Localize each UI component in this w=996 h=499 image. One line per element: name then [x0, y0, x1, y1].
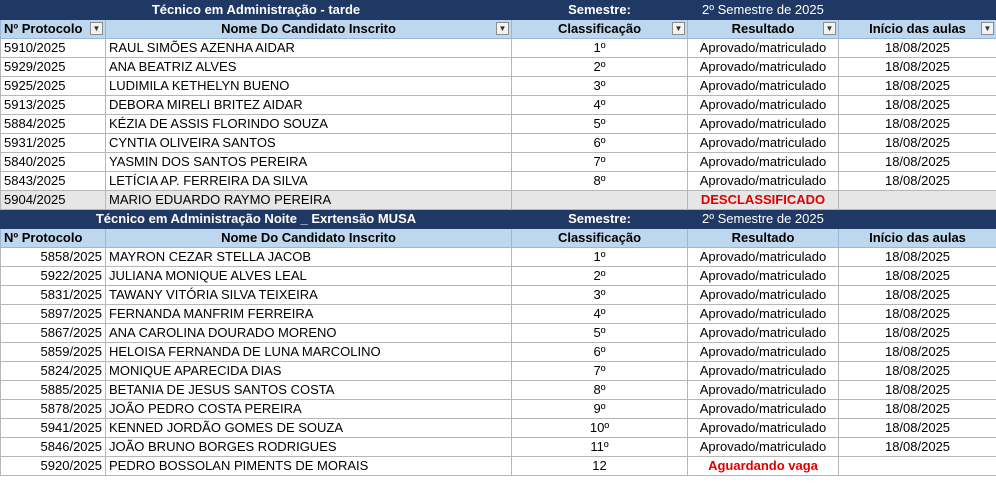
header-label: Início das aulas	[869, 21, 966, 36]
header-protocolo[interactable]: Nº Protocolo	[1, 229, 106, 248]
cell-inicio[interactable]: 18/08/2025	[839, 438, 996, 457]
cell-protocolo[interactable]: 5884/2025	[1, 115, 106, 134]
table-row	[1, 134, 996, 153]
cell-nome[interactable]: JULIANA MONIQUE ALVES LEAL	[106, 267, 512, 286]
section2-title-row	[1, 210, 996, 229]
table-row	[1, 362, 996, 381]
cell-classificacao[interactable]: 1º	[512, 248, 688, 267]
cell-classificacao[interactable]: 3º	[512, 77, 688, 96]
table-row	[1, 267, 996, 286]
cell-nome[interactable]: CYNTIA OLIVEIRA SANTOS	[106, 134, 512, 153]
cell-nome[interactable]: YASMIN DOS SANTOS PEREIRA	[106, 153, 512, 172]
table-row	[1, 39, 996, 58]
cell-classificacao[interactable]: 8º	[512, 381, 688, 400]
cell-nome[interactable]: LETÍCIA AP. FERREIRA DA SILVA	[106, 172, 512, 191]
section1-semester-value[interactable]: 2º Semestre de 2025	[688, 1, 996, 20]
cell-resultado[interactable]: Aguardando vaga	[688, 457, 839, 476]
cell-resultado[interactable]: Aprovado/matriculado	[688, 267, 839, 286]
section1-header-row	[1, 20, 996, 39]
table-row	[1, 400, 996, 419]
section1-semester-label[interactable]: Semestre:	[512, 1, 688, 20]
cell-inicio[interactable]: 18/08/2025	[839, 248, 996, 267]
cell-resultado[interactable]: Aprovado/matriculado	[688, 419, 839, 438]
cell-nome[interactable]: MARIO EDUARDO RAYMO PEREIRA	[106, 191, 512, 210]
cell-nome[interactable]: JOÃO BRUNO BORGES RODRIGUES	[106, 438, 512, 457]
cell-classificacao[interactable]: 7º	[512, 362, 688, 381]
cell-inicio[interactable]: 18/08/2025	[839, 362, 996, 381]
cell-resultado[interactable]: Aprovado/matriculado	[688, 400, 839, 419]
cell-protocolo[interactable]: 5941/2025	[1, 419, 106, 438]
cell-protocolo[interactable]: 5846/2025	[1, 438, 106, 457]
cell-inicio[interactable]: 18/08/2025	[839, 115, 996, 134]
cell-protocolo[interactable]: 5922/2025	[1, 267, 106, 286]
cell-nome[interactable]: KENNED JORDÃO GOMES DE SOUZA	[106, 419, 512, 438]
section1-disqualified-row	[1, 191, 996, 210]
header-inicio[interactable]: Início das aulas	[839, 229, 996, 248]
cell-resultado[interactable]: Aprovado/matriculado	[688, 115, 839, 134]
cell-classificacao[interactable]: 5º	[512, 115, 688, 134]
cell-classificacao[interactable]	[512, 191, 688, 210]
cell-classificacao[interactable]: 6º	[512, 134, 688, 153]
table-body	[1, 1, 996, 476]
cell-protocolo[interactable]: 5858/2025	[1, 248, 106, 267]
filter-dropdown-icon[interactable]: ▼	[672, 22, 685, 35]
cell-protocolo[interactable]: 5840/2025	[1, 153, 106, 172]
table-row	[1, 77, 996, 96]
cell-nome[interactable]: TAWANY VITÓRIA SILVA TEIXEIRA	[106, 286, 512, 305]
cell-resultado[interactable]: Aprovado/matriculado	[688, 172, 839, 191]
cell-classificacao[interactable]: 2º	[512, 58, 688, 77]
cell-resultado[interactable]: Aprovado/matriculado	[688, 381, 839, 400]
section1-title-row	[1, 1, 996, 20]
cell-nome[interactable]: KÉZIA DE ASSIS FLORINDO SOUZA	[106, 115, 512, 134]
cell-resultado[interactable]: Aprovado/matriculado	[688, 134, 839, 153]
cell-inicio[interactable]: 18/08/2025	[839, 324, 996, 343]
cell-classificacao[interactable]: 4º	[512, 96, 688, 115]
header-nome[interactable]: Nome Do Candidato Inscrito	[106, 229, 512, 248]
cell-resultado[interactable]: Aprovado/matriculado	[688, 248, 839, 267]
cell-resultado[interactable]: Aprovado/matriculado	[688, 343, 839, 362]
table-row	[1, 305, 996, 324]
filter-dropdown-icon[interactable]: ▼	[496, 22, 509, 35]
cell-inicio[interactable]: 18/08/2025	[839, 134, 996, 153]
table-row	[1, 96, 996, 115]
cell-protocolo[interactable]: 5931/2025	[1, 134, 106, 153]
cell-protocolo[interactable]: 5910/2025	[1, 39, 106, 58]
cell-inicio[interactable]: 18/08/2025	[839, 96, 996, 115]
cell-inicio[interactable]	[839, 191, 996, 210]
cell-nome[interactable]: HELOISA FERNANDA DE LUNA MARCOLINO	[106, 343, 512, 362]
header-inicio[interactable]	[839, 20, 996, 39]
cell-resultado[interactable]: Aprovado/matriculado	[688, 96, 839, 115]
cell-protocolo[interactable]: 5913/2025	[1, 96, 106, 115]
cell-inicio[interactable]: 18/08/2025	[839, 58, 996, 77]
filter-dropdown-icon[interactable]: ▼	[981, 22, 994, 35]
filter-dropdown-icon[interactable]: ▼	[823, 22, 836, 35]
section2-title[interactable]: Técnico em Administração Noite _ Exrtensão MUSA	[1, 210, 512, 229]
cell-resultado[interactable]: Aprovado/matriculado	[688, 362, 839, 381]
cell-nome[interactable]: JOÃO PEDRO COSTA PEREIRA	[106, 400, 512, 419]
cell-protocolo[interactable]: 5904/2025	[1, 191, 106, 210]
cell-protocolo[interactable]: 5824/2025	[1, 362, 106, 381]
table-row	[1, 419, 996, 438]
cell-nome[interactable]: PEDRO BOSSOLAN PIMENTS DE MORAIS	[106, 457, 512, 476]
cell-resultado[interactable]: Aprovado/matriculado	[688, 58, 839, 77]
section2-header-row	[1, 229, 996, 248]
header-nome[interactable]	[106, 20, 512, 39]
table-row	[1, 286, 996, 305]
cell-inicio[interactable]: 18/08/2025	[839, 286, 996, 305]
cell-classificacao[interactable]: 7º	[512, 153, 688, 172]
cell-nome[interactable]: MAYRON CEZAR STELLA JACOB	[106, 248, 512, 267]
cell-nome[interactable]: FERNANDA MANFRIM FERREIRA	[106, 305, 512, 324]
cell-resultado[interactable]: Aprovado/matriculado	[688, 286, 839, 305]
table-row	[1, 381, 996, 400]
header-label: Nº Protocolo	[4, 21, 83, 36]
table-row	[1, 58, 996, 77]
header-classificacao[interactable]	[512, 20, 688, 39]
cell-nome[interactable]: ANA BEATRIZ ALVES	[106, 58, 512, 77]
cell-inicio[interactable]: 18/08/2025	[839, 400, 996, 419]
cell-resultado[interactable]: Aprovado/matriculado	[688, 305, 839, 324]
header-label: Resultado	[731, 21, 795, 36]
cell-inicio[interactable]: 18/08/2025	[839, 305, 996, 324]
cell-nome[interactable]: DEBORA MIRELI BRITEZ AIDAR	[106, 96, 512, 115]
header-label: Nome Do Candidato Inscrito	[221, 21, 396, 36]
cell-classificacao[interactable]: 2º	[512, 267, 688, 286]
cell-nome[interactable]: RAUL SIMÕES AZENHA AIDAR	[106, 39, 512, 58]
table-row	[1, 115, 996, 134]
cell-resultado[interactable]: Aprovado/matriculado	[688, 39, 839, 58]
cell-nome[interactable]: LUDIMILA KETHELYN BUENO	[106, 77, 512, 96]
cell-classificacao[interactable]: 10º	[512, 419, 688, 438]
cell-resultado[interactable]: Aprovado/matriculado	[688, 77, 839, 96]
cell-protocolo[interactable]: 5925/2025	[1, 77, 106, 96]
cell-resultado[interactable]: Aprovado/matriculado	[688, 324, 839, 343]
header-resultado[interactable]	[688, 20, 839, 39]
cell-resultado[interactable]: DESCLASSIFICADO	[688, 191, 839, 210]
cell-nome[interactable]: ANA CAROLINA DOURADO MORENO	[106, 324, 512, 343]
cell-classificacao[interactable]: 5º	[512, 324, 688, 343]
cell-protocolo[interactable]: 5878/2025	[1, 400, 106, 419]
filter-dropdown-icon[interactable]: ▼	[90, 22, 103, 35]
section1-title[interactable]: Técnico em Administração - tarde	[1, 1, 512, 20]
cell-inicio[interactable]: 18/08/2025	[839, 381, 996, 400]
cell-classificacao[interactable]: 11º	[512, 438, 688, 457]
section2-semester-label[interactable]: Semestre:	[512, 210, 688, 229]
cell-resultado[interactable]: Aprovado/matriculado	[688, 438, 839, 457]
cell-inicio[interactable]: 18/08/2025	[839, 267, 996, 286]
cell-inicio[interactable]: 18/08/2025	[839, 172, 996, 191]
cell-inicio[interactable]: 18/08/2025	[839, 343, 996, 362]
cell-inicio[interactable]: 18/08/2025	[839, 77, 996, 96]
cell-protocolo[interactable]: 5897/2025	[1, 305, 106, 324]
cell-protocolo[interactable]: 5843/2025	[1, 172, 106, 191]
cell-classificacao[interactable]: 9º	[512, 400, 688, 419]
cell-resultado[interactable]: Aprovado/matriculado	[688, 153, 839, 172]
table-row	[1, 324, 996, 343]
cell-classificacao[interactable]: 8º	[512, 172, 688, 191]
cell-protocolo[interactable]: 5859/2025	[1, 343, 106, 362]
header-protocolo[interactable]	[1, 20, 106, 39]
cell-classificacao[interactable]: 4º	[512, 305, 688, 324]
cell-classificacao[interactable]: 1º	[512, 39, 688, 58]
header-resultado[interactable]: Resultado	[688, 229, 839, 248]
cell-inicio[interactable]: 18/08/2025	[839, 153, 996, 172]
cell-protocolo[interactable]: 5885/2025	[1, 381, 106, 400]
table-row	[1, 438, 996, 457]
table-row	[1, 343, 996, 362]
cell-inicio[interactable]: 18/08/2025	[839, 419, 996, 438]
cell-protocolo[interactable]: 5867/2025	[1, 324, 106, 343]
cell-inicio[interactable]	[839, 457, 996, 476]
cell-classificacao[interactable]: 6º	[512, 343, 688, 362]
cell-protocolo[interactable]: 5831/2025	[1, 286, 106, 305]
table-row	[1, 172, 996, 191]
cell-nome[interactable]: MONIQUE APARECIDA DIAS	[106, 362, 512, 381]
cell-inicio[interactable]: 18/08/2025	[839, 39, 996, 58]
section2-semester-value[interactable]: 2º Semestre de 2025	[688, 210, 996, 229]
cell-classificacao[interactable]: 3º	[512, 286, 688, 305]
cell-protocolo[interactable]: 5929/2025	[1, 58, 106, 77]
cell-nome[interactable]: BETANIA DE JESUS SANTOS COSTA	[106, 381, 512, 400]
header-label: Classificação	[557, 21, 642, 36]
cell-protocolo[interactable]: 5920/2025	[1, 457, 106, 476]
table-row	[1, 153, 996, 172]
cell-classificacao[interactable]: 12	[512, 457, 688, 476]
table-row	[1, 248, 996, 267]
header-classificacao[interactable]: Classificação	[512, 229, 688, 248]
table-row	[1, 457, 996, 476]
